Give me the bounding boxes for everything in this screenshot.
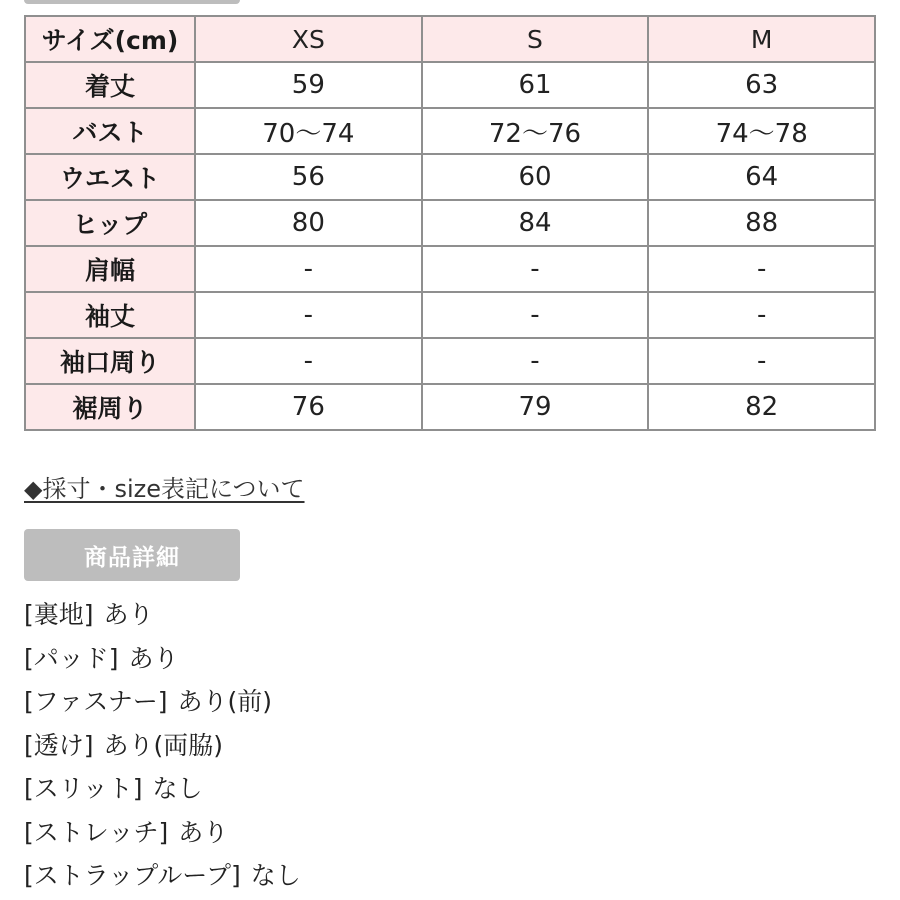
detail-value: なし [250,861,301,890]
detail-value: あり [103,600,154,629]
table-row [25,384,875,430]
list-item [24,637,301,681]
table-cell: 74〜78 [648,108,875,154]
size-column-header-s: S [422,16,649,62]
table-row [25,292,875,338]
table-cell: 76 [195,384,422,430]
size-table-corner-label: サイズ(cm) [25,16,195,62]
table-cell: - [195,246,422,292]
table-row [25,154,875,200]
table-row [25,338,875,384]
detail-value: あり [128,643,179,673]
size-column-header-xs: XS [195,16,422,62]
product-details-title: 商品詳細 [84,544,180,571]
row-label-cuff-circumference: 袖口周り [25,338,195,384]
table-cell: - [648,292,875,338]
detail-attribute: [透け] [24,730,94,760]
row-label-length: 着丈 [25,62,195,108]
product-details-list [24,593,301,898]
row-label-bust: バスト [25,108,195,154]
size-table-header-row [25,16,875,62]
size-table [24,15,876,431]
table-cell: 88 [648,200,875,246]
detail-attribute: [裏地] [24,600,94,629]
table-row [25,200,875,246]
detail-attribute: [ストレッチ] [24,817,169,847]
list-item [24,854,301,898]
row-label-sleeve-length: 袖丈 [25,292,195,338]
detail-value: あり(前) [177,687,273,716]
list-item [24,811,301,855]
table-row [25,108,875,154]
row-label-shoulder-width: 肩幅 [25,246,195,292]
size-measurement-info-link[interactable]: ◆採寸・size表記について [24,475,305,503]
list-item [24,767,301,811]
table-cell: 84 [422,200,649,246]
detail-value: なし [152,774,203,803]
table-cell: - [195,338,422,384]
previous-section-header-edge [24,0,240,4]
row-label-hem-circumference: 裾周り [25,384,195,430]
size-column-header-m: M [648,16,875,62]
table-cell: 70〜74 [195,108,422,154]
table-cell: - [648,338,875,384]
table-row [25,246,875,292]
detail-attribute: [ファスナー] [24,687,168,716]
table-row [25,62,875,108]
detail-attribute: [パッド] [24,643,119,673]
list-item [24,680,301,724]
table-cell: - [422,338,649,384]
table-cell: 79 [422,384,649,430]
table-cell: 61 [422,62,649,108]
table-cell: - [422,246,649,292]
table-cell: 56 [195,154,422,200]
product-details-header [24,529,240,581]
table-cell: 80 [195,200,422,246]
table-cell: 82 [648,384,875,430]
table-cell: 64 [648,154,875,200]
table-cell: 72〜76 [422,108,649,154]
detail-value: あり(両脇) [103,730,224,760]
table-cell: 59 [195,62,422,108]
table-cell: - [422,292,649,338]
detail-attribute: [ストラップループ] [24,861,241,890]
table-cell: 60 [422,154,649,200]
list-item [24,593,301,637]
table-cell: - [648,246,875,292]
detail-value: あり [178,817,229,847]
row-label-hip: ヒップ [25,200,195,246]
table-cell: 63 [648,62,875,108]
table-cell: - [195,292,422,338]
detail-attribute: [スリット] [24,774,143,803]
list-item [24,724,301,768]
row-label-waist: ウエスト [25,154,195,200]
